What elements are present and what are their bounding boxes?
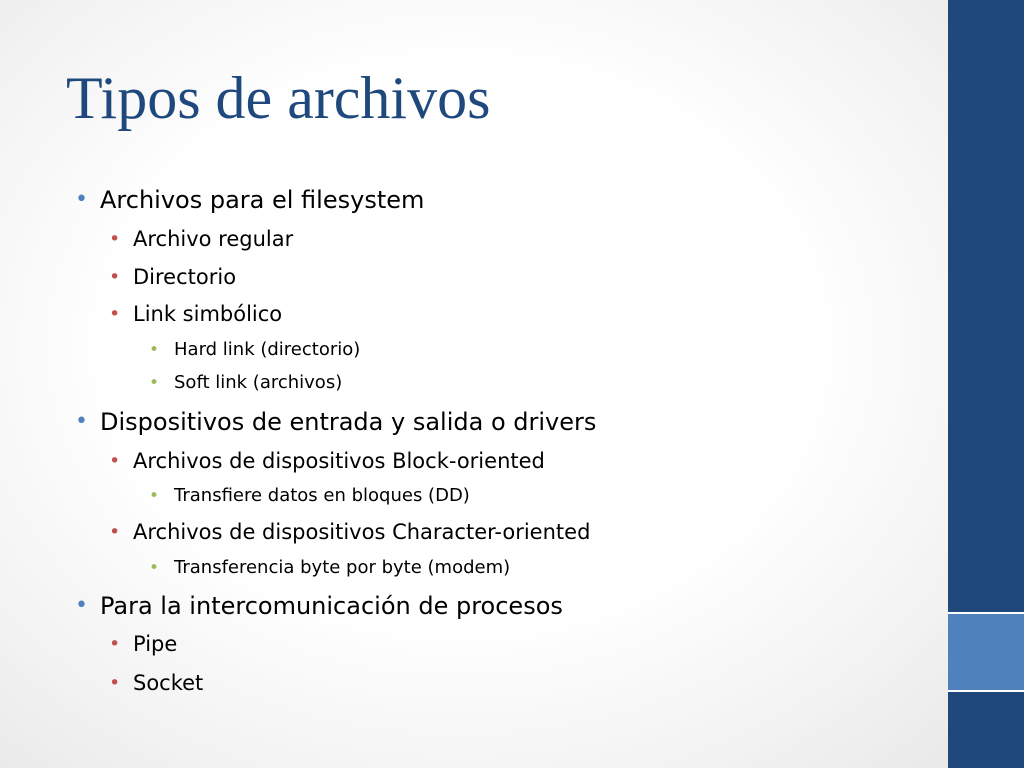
bullet-icon: • — [109, 228, 121, 250]
bullet-item — [109, 669, 204, 697]
bullet-text: Link simbólico — [133, 302, 283, 326]
bullet-icon: • — [149, 558, 160, 578]
sidebar-accent-block — [948, 614, 1024, 690]
bullet-item — [75, 591, 563, 621]
bullet-item — [149, 484, 470, 508]
bullet-text: Dispositivos de entrada y salida o drivers — [100, 408, 597, 436]
bullet-text: Socket — [133, 671, 204, 695]
bullet-icon: • — [75, 593, 88, 618]
bullet-text: Transfiere datos en bloques (DD) — [174, 485, 470, 506]
bullet-icon: • — [75, 187, 88, 212]
bullet-text: Archivos para el filesystem — [100, 186, 425, 214]
bullet-icon: • — [109, 450, 121, 472]
bullet-item — [75, 185, 425, 215]
bullet-text: Directorio — [133, 265, 237, 289]
bullet-item — [109, 518, 591, 546]
bullet-item — [109, 300, 283, 328]
bullet-text: Archivos de dispositivos Block-oriented — [133, 449, 545, 473]
bullet-text: Archivos de dispositivos Character-oriented — [133, 520, 591, 544]
bullet-text: Para la intercomunicación de procesos — [100, 592, 563, 620]
bullet-text: Archivo regular — [133, 227, 294, 251]
bullet-icon: • — [149, 373, 160, 393]
bullet-text: Transferencia byte por byte (modem) — [174, 557, 511, 578]
bullet-item — [109, 630, 178, 658]
bullet-icon: • — [109, 266, 121, 288]
bullet-icon: • — [149, 340, 160, 360]
bullet-icon: • — [109, 521, 121, 543]
bullet-item — [149, 371, 343, 395]
bullet-item — [149, 556, 511, 580]
bullet-text: Pipe — [133, 632, 178, 656]
slide-title: Tipos de archivos — [66, 65, 491, 131]
bullet-item — [109, 225, 294, 253]
bullet-item — [109, 447, 545, 475]
bullet-icon: • — [75, 409, 88, 434]
bullet-item — [109, 263, 237, 291]
bullet-text: Hard link (directorio) — [174, 339, 361, 360]
bullet-text: Soft link (archivos) — [174, 372, 343, 393]
bullet-icon: • — [109, 303, 121, 325]
sidebar-separator-bottom — [948, 690, 1024, 692]
bullet-icon: • — [109, 633, 121, 655]
bullet-item — [75, 407, 597, 437]
bullet-icon: • — [149, 486, 160, 506]
bullet-item — [149, 338, 361, 362]
bullet-icon: • — [109, 672, 121, 694]
